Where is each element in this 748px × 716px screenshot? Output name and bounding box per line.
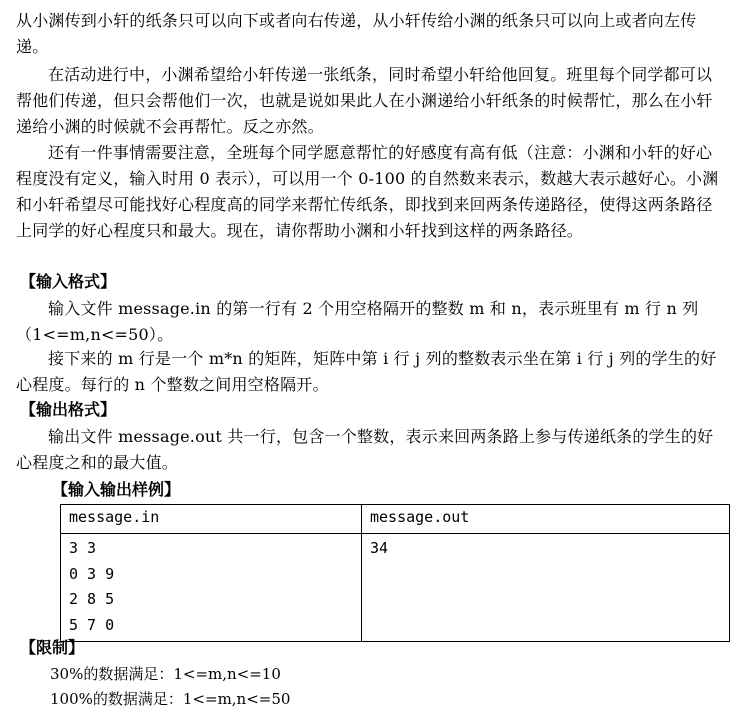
table-row: [61, 534, 730, 642]
sample-input-line: 3 3: [69, 539, 97, 557]
output-format-paragraph: 输出文件 message.out 共一行，包含一个整数，表示来回两条路上参与传递纸条的学生的好心程度之和的最大值。: [16, 427, 714, 472]
sample-input-line: 0 3 9: [69, 564, 115, 583]
table-header-row: [61, 505, 730, 534]
input-format-paragraph-1: 输入文件 message.in 的第一行有 2 个用空格隔开的整数 m 和 n，表示班里有 m 行 n 列（1<=m,n<=50）。: [16, 299, 699, 344]
sample-input-line: 5 7 0: [69, 615, 115, 634]
input-column-header: message.in: [61, 505, 362, 534]
limits-heading: 【限制】: [20, 638, 85, 657]
intro-paragraph-1: 从小渊传到小轩的纸条只可以向下或者向右传递，从小轩传给小渊的纸条只可以向上或者向左传递。: [16, 11, 697, 56]
limit-line-1: 30%的数据满足：1<=m,n<=10: [50, 665, 281, 683]
sample-input-cell: [61, 534, 362, 642]
sample-io-table: [60, 504, 730, 642]
sample-output-line: 34: [370, 539, 389, 557]
limit-line-2: 100%的数据满足：1<=m,n<=50: [50, 690, 291, 708]
output-column-header: message.out: [362, 505, 730, 534]
intro-paragraph-2: 在活动进行中，小渊希望给小轩传递一张纸条，同时希望小轩给他回复。班里每个同学都可以帮他们传递，但只会帮他们一次，也就是说如果此人在小渊递给小轩纸条的时候帮忙，那么在小轩递给小渊的时候就不会再帮忙。反之亦然。: [16, 65, 713, 136]
sample-heading: 【输入输出样例】: [52, 480, 181, 499]
input-format-heading: 【输入格式】: [20, 272, 117, 291]
sample-input-line: 2 8 5: [69, 590, 115, 608]
intro-paragraph-3: 还有一件事情需要注意，全班每个同学愿意帮忙的好感度有高有低（注意：小渊和小轩的好心程度没有定义，输入时用 0 表示），可以用一个 0-100 的自然数来表示，数越大表示越好心。小渊和小轩希望尽可能找好心程度高的同学来帮忙传纸条，即找到来回两条传递路径，使得这两条路径上同学的好心程度只和最大。现在，请你帮助小渊和小轩找到这样的两条路径。: [16, 143, 719, 240]
sample-output-cell: [362, 534, 730, 642]
output-format-heading: 【输出格式】: [20, 400, 117, 419]
input-format-paragraph-2: 接下来的 m 行是一个 m*n 的矩阵，矩阵中第 i 行 j 列的整数表示坐在第 i 行 j 列的学生的好心程度。每行的 n 个整数之间用空格隔开。: [16, 349, 717, 394]
